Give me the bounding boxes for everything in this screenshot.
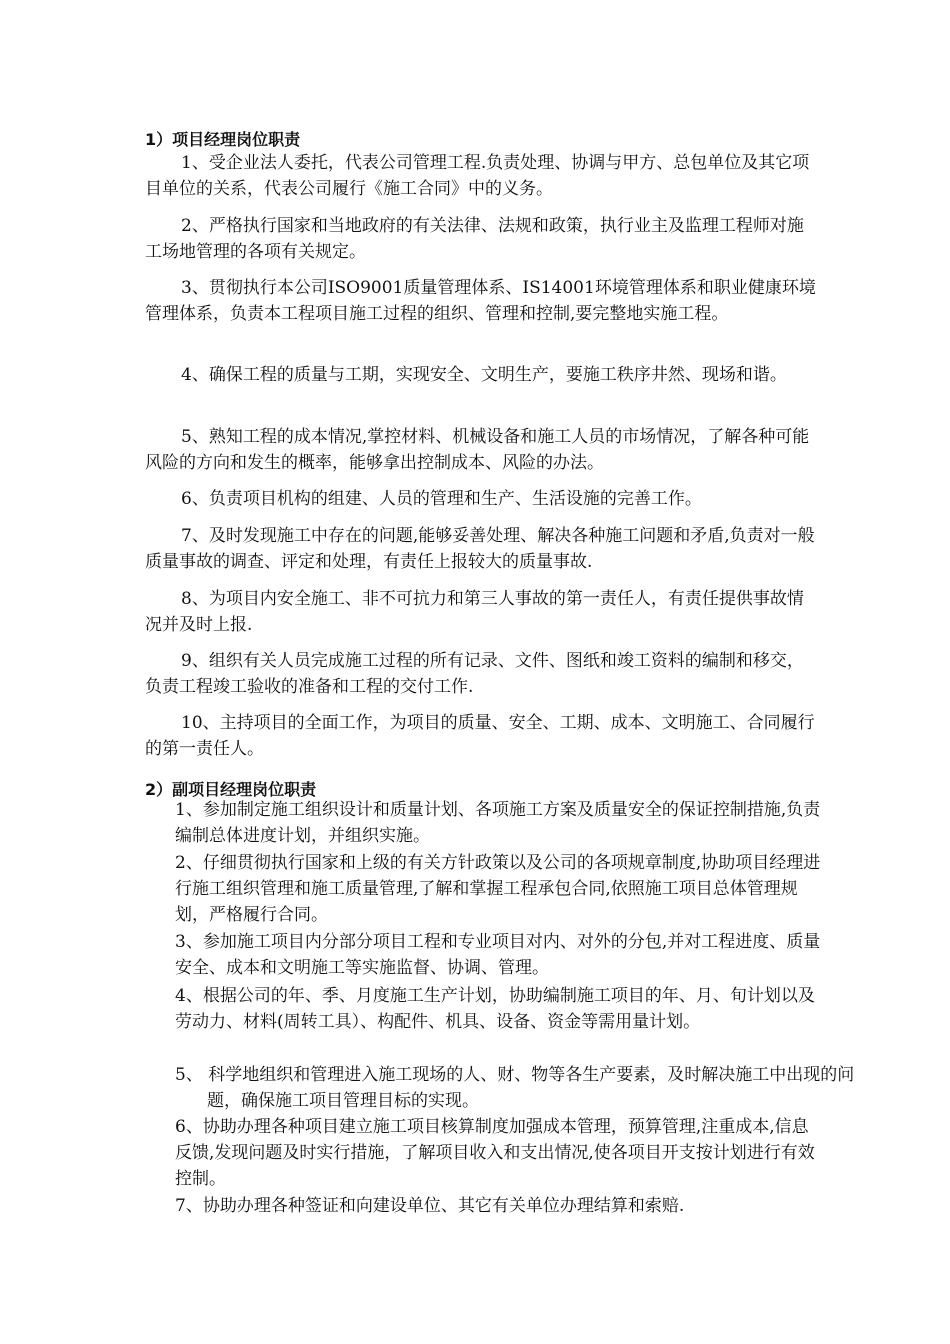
section1-item-9: 9、组织有关人员完成施工过程的所有记录、文件、图纸和竣工资料的编制和移交，负责工程竣工验收的准备和工程的交付工作.: [145, 651, 804, 697]
section1-item-4: 4、确保工程的质量与工期，实现安全、文明生产，要施工秩序井然、现场和谐。: [181, 365, 787, 385]
section1-item-5: 5、熟知工程的成本情况,掌控材料、机械设备和施工人员的市场情况，了解各种可能风险的方向和发生的概率，能够拿出控制成本、风险的办法。: [145, 427, 810, 473]
section2-item-4: 4、根据公司的年、季、月度施工生产计划，协助编制施工项目的年、月、旬计划以及劳动力、材料(周转工具）、构配件、机具、设备、资金等需用量计划。: [175, 986, 815, 1032]
section1-item-3: 3、贯彻执行本公司ISO9001质量管理体系、IS14001环境管理体系和职业健康环境管理体系，负责本工程项目施工过程的组织、管理和控制,要完整地实施工程。: [145, 278, 816, 324]
section2-item-7: 7、协助办理各种签证和向建设单位、其它有关单位办理结算和索赔.: [175, 1196, 685, 1216]
section-heading-1: 1）项目经理岗位职责: [145, 130, 301, 149]
section2-item-1: 1、参加制定施工组织设计和质量计划、各项施工方案及质量安全的保证控制措施,负责编制总体进度计划，并组织实施。: [175, 800, 821, 846]
section1-item-10: 10、主持项目的全面工作，为项目的质量、安全、工期、成本、文明施工、合同履行的第一责任人。: [145, 713, 815, 759]
section2-item-3: 3、参加施工项目内分部分项目工程和专业项目对内、对外的分包,并对工程进度、质量安全、成本和文明施工等实施监督、协调、管理。: [175, 932, 821, 978]
section2-item-2: 2、仔细贯彻执行国家和上级的有关方针政策以及公司的各项规章制度,协助项目经理进行施工组织管理和施工质量管理,了解和掌握工程承包合同,依照施工项目总体管理规划，严格履行合同。: [175, 853, 821, 925]
section1-item-2: 2、严格执行国家和当地政府的有关法律、法规和政策，执行业主及监理工程师对施工场地管理的各项有关规定。: [145, 216, 804, 262]
section1-item-7: 7、及时发现施工中存在的问题,能够妥善处理、解决各种施工问题和矛盾,负责对一般质量事故的调查、评定和处理，有责任上报较大的质量事故.: [145, 526, 815, 572]
section-heading-2: 2）副项目经理岗位职责: [145, 780, 317, 799]
section2-item-6: 6、协助办理各种项目建立施工项目核算制度加强成本管理，预算管理,注重成本,信息反馈,发现问题及时实行措施，了解项目收入和支出情况,使各项目开支按计划进行有效控制。: [175, 1117, 815, 1189]
section1-item-8: 8、为项目内安全施工、非不可抗力和第三人事故的第一责任人，有责任提供事故情况并及时上报.: [145, 589, 804, 635]
section1-item-1: 1、受企业法人委托，代表公司管理工程.负责处理、协调与甲方、总包单位及其它项目单位的关系，代表公司履行《施工合同》中的义务。: [145, 153, 810, 199]
section1-item-6: 6、负责项目机构的组建、人员的管理和生产、生活设施的完善工作。: [181, 489, 702, 509]
section2-item-5: 5、 科学地组织和管理进入施工现场的人、财、物等各生产要素，及时解决施工中出现的问题，确保施工项目管理目标的实现。: [175, 1065, 855, 1111]
